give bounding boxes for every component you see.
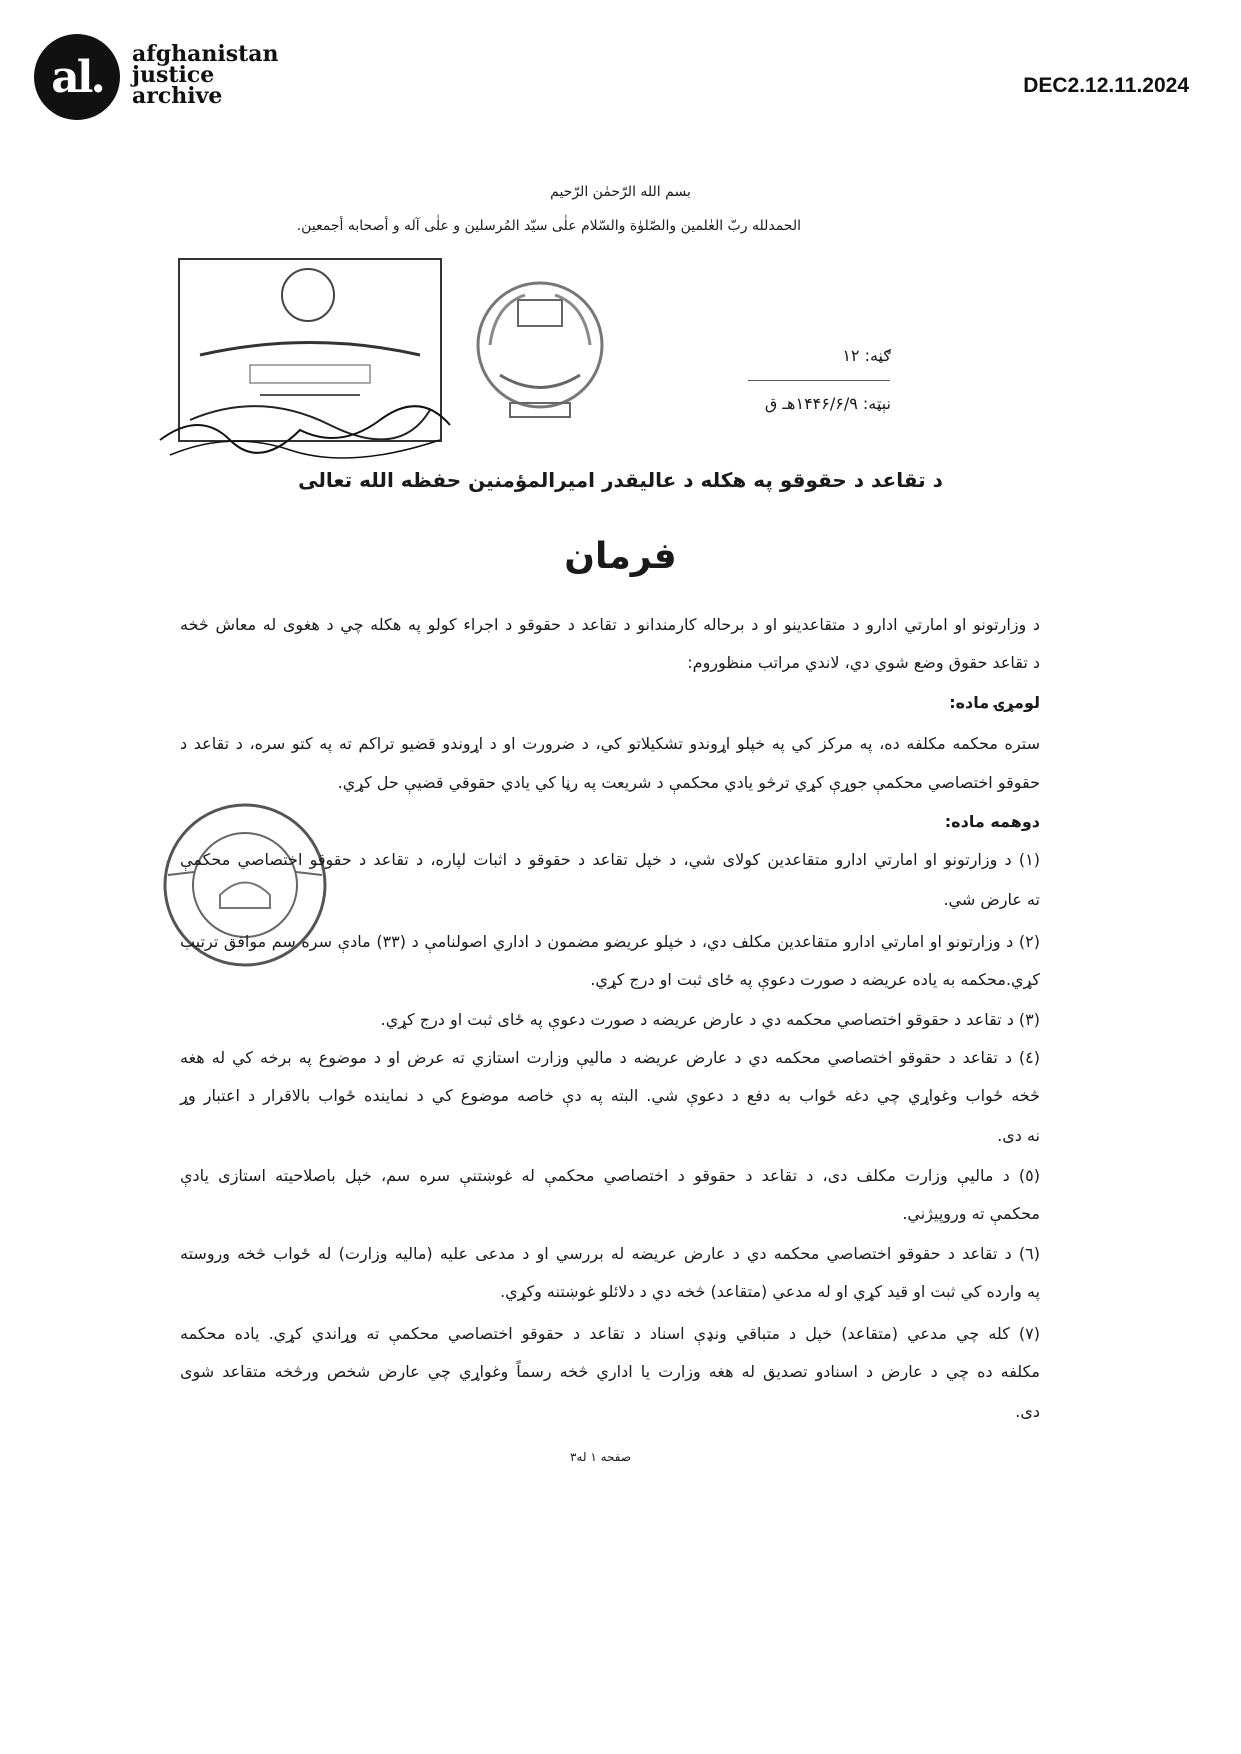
- hamdala: الحمدلله ربّ العٰلمین والصّلوٰة والسّلام علٰی سیّد المُرسلین و علٰی آله و أصحابه أجمعین.: [296, 218, 801, 234]
- body-line: حقوقو اختصاصي محکمې جوړې کړي ترڅو یادي محکمې د شریعت په رڼا کي یادي حقوقي قضیې حل کړي.: [337, 773, 1040, 792]
- body-line: محکمې ته وروپیژني.: [902, 1204, 1040, 1223]
- body-line: کړي.محکمه به یاده عریضه د صورت دعوې په ځای ثبت او درج کړي.: [590, 970, 1040, 989]
- body-line: ستره محکمه مکلفه ده، په مرکز کي په خپلو اړوندو تشکیلاتو کي، د ضرورت او د اړوندو قضیو تراکم ته په کتو سره، د تقاعد د: [180, 734, 1040, 753]
- body-line: څخه ځواب وغواړي چي دغه ځواب به دفع د دعوې شي. البته په دې خاصه موضوع کي د نماینده ځواب بالاقرار د اعتبار وړ: [180, 1086, 1040, 1105]
- body-line: (۲) د وزارتونو او امارتي ادارو متقاعدین مکلف دي، د خپلو عریضو مضمون د اداري اصولنامې د (۳۳) مادې سره سم موافق ترتیب: [180, 932, 1040, 951]
- body-line: دی.: [1015, 1402, 1040, 1421]
- signature: [140, 400, 460, 460]
- body-line: مکلفه ده چي د عارض د اسنادو تصدیق له هغه وزارت یا اداري څخه رسماً وغواړي چي عارض شخص ورڅخه متقاعد شوی: [180, 1362, 1040, 1381]
- logo-word: justice: [132, 62, 215, 88]
- bismillah: بسم الله الرّحمٰن الرّحیم: [550, 184, 691, 200]
- page-footer: صفحه ۱ له۳: [569, 1450, 632, 1464]
- logo-word: afghanistan: [132, 41, 279, 67]
- body-line: (۷) کله چي مدعي (متقاعد) خپل د متباقي ونډې اسناد د تقاعد د حقوقو اختصاصي محکمې ته وړاندي کړي. یاده محکمه: [180, 1324, 1040, 1343]
- body-line: د وزارتونو او امارتي ادارو د متقاعدینو او د برحاله کارمندانو د تقاعد د حقوقو د اجراء کولو په هکله چي د هغوی له معاش څخه: [180, 615, 1040, 634]
- document-date: نېټه: ۱۴۴۶/۶/۹هـ ق: [764, 394, 891, 413]
- logo-text: [132, 41, 279, 109]
- body-line: (٤) د تقاعد د حقوقو اختصاصي محکمه دي د عارض عریضه د مالیې وزارت استازي ته عرض او د موضوع په برخه کي له هغه: [180, 1048, 1040, 1067]
- body-line: نه دی.: [997, 1126, 1040, 1145]
- body-line: (٦) د تقاعد د حقوقو اختصاصي محکمه دي د عارض عریضه له بررسي او د مدعی علیه (مالیه وزارت) له ځواب څخه وروسته: [180, 1244, 1040, 1263]
- logo-mark: al.: [34, 34, 120, 120]
- body-line: په وارده کي ثبت او قید کړي او له مدعي (متقاعد) څخه دي د دلائلو غوښتنه وکړي.: [500, 1282, 1040, 1301]
- body-line: د تقاعد حقوق وضع شوي دي، لاندي مراتب منظوروم:: [687, 653, 1040, 672]
- divider: [748, 380, 890, 381]
- body-line: ته عارض شي.: [943, 890, 1040, 909]
- body-line: (٥) د مالیې وزارت مکلف دی، د تقاعد د حقوقو د اختصاصي محکمې له غوښتنې سره سم، خپل باصلاحیته استازی یادې: [180, 1166, 1040, 1185]
- article-heading: دوهمه ماده:: [944, 812, 1040, 831]
- document-id: DEC2.12.11.2024: [1023, 74, 1189, 97]
- article-heading: لومړۍ ماده:: [949, 693, 1040, 712]
- decree-title: فرمان: [564, 536, 677, 577]
- body-line: (۳) د تقاعد د حقوقو اختصاصي محکمه دي د عارض عریضه د صورت دعوې په ځای ثبت او درج کړي.: [380, 1010, 1040, 1029]
- document-number: ګڼه: ۱۲: [842, 346, 891, 365]
- emirate-emblem: [470, 275, 610, 423]
- logo-word: archive: [132, 83, 223, 109]
- decree-subtitle: د تقاعد د حقوقو په هکله د عالیقدر امیرالمؤمنین حفظه الله تعالی: [298, 468, 943, 492]
- body-line: (۱) د وزارتونو او امارتي ادارو متقاعدین کولای شي، د خپل تقاعد د حقوقو د اثبات لپاره، د تقاعد د حقوقو اختصاصي محکمې: [180, 850, 1040, 869]
